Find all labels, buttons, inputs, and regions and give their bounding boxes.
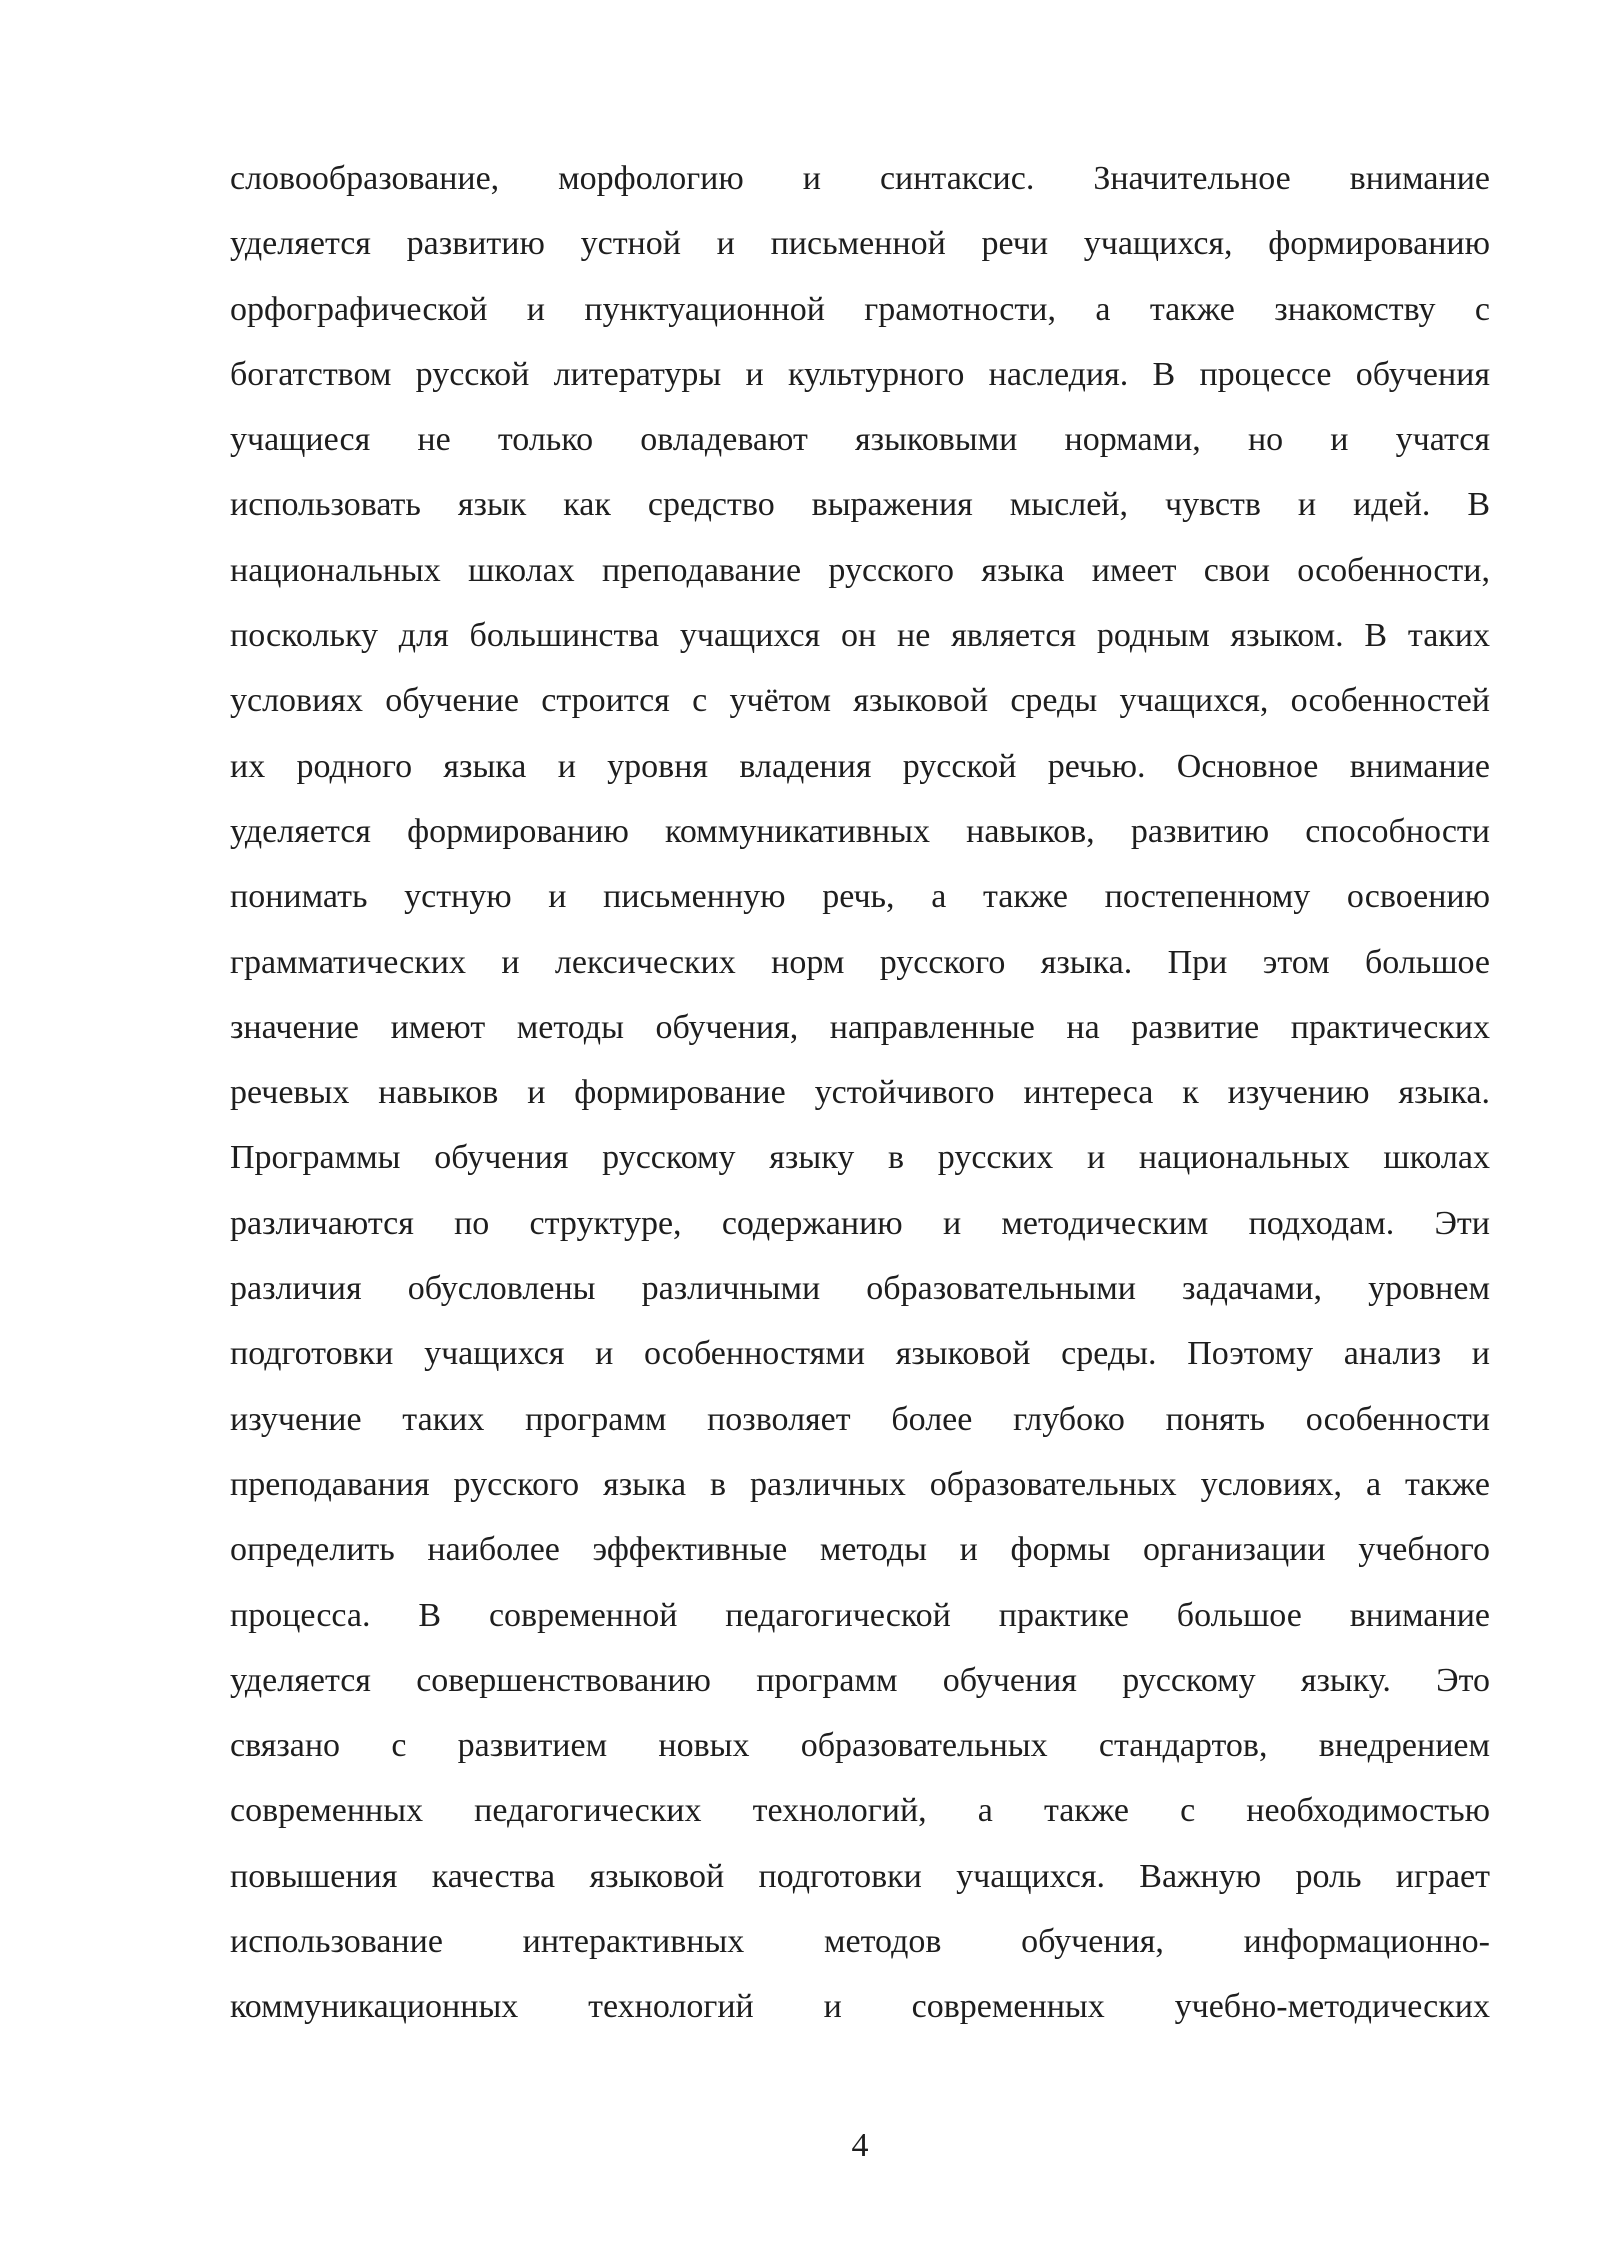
text-line: поскольку для большинства учащихся он не является родным языком. В таких: [230, 617, 1490, 655]
text-line: преподавания русского языка в различных образовательных условиях, а также: [230, 1465, 1490, 1503]
text-line: словообразование, морфологию и синтаксис. Значительное внимание: [230, 160, 1490, 197]
text-line: уделяется совершенствованию программ обучения русскому языку. Это: [230, 1661, 1490, 1699]
text-line: значение имеют методы обучения, направленные на развитие практических: [230, 1008, 1490, 1046]
text-line: процесса. В современной педагогической практике большое внимание: [230, 1596, 1490, 1634]
text-line: современных педагогических технологий, а также с необходимостью: [230, 1792, 1490, 1830]
text-line: уделяется развитию устной и письменной речи учащихся, формированию: [230, 225, 1490, 263]
text-line: орфографической и пунктуационной грамотности, а также знакомству с: [230, 290, 1490, 328]
text-line: определить наиболее эффективные методы и формы организации учебного: [230, 1531, 1490, 1569]
text-line: национальных школах преподавание русского языка имеет свои особенности,: [230, 551, 1490, 589]
text-line: использовать язык как средство выражения мыслей, чувств и идей. В: [230, 486, 1490, 524]
text-line: условиях обучение строится с учётом языковой среды учащихся, особенностей: [230, 682, 1490, 720]
text-line: понимать устную и письменную речь, а также постепенному освоению: [230, 878, 1490, 916]
text-line: Программы обучения русскому языку в русских и национальных школах: [230, 1139, 1490, 1177]
text-line: богатством русской литературы и культурного наследия. В процессе обучения: [230, 355, 1490, 393]
text-line: связано с развитием новых образовательных стандартов, внедрением: [230, 1727, 1490, 1765]
text-line: различия обусловлены различными образовательными задачами, уровнем: [230, 1270, 1490, 1308]
text-line: их родного языка и уровня владения русской речью. Основное внимание: [230, 747, 1490, 785]
text-line: коммуникационных технологий и современных учебно-методических: [230, 1988, 1490, 2026]
text-line: уделяется формированию коммуникативных навыков, развитию способности: [230, 812, 1490, 850]
text-line: повышения качества языковой подготовки учащихся. Важную роль играет: [230, 1857, 1490, 1895]
body-text: [230, 146, 1490, 2040]
text-line: различаются по структуре, содержанию и методическим подходам. Эти: [230, 1204, 1490, 1242]
text-line: речевых навыков и формирование устойчивого интереса к изучению языка.: [230, 1074, 1490, 1112]
text-line: грамматических и лексических норм русского языка. При этом большое: [230, 943, 1490, 981]
text-line: изучение таких программ позволяет более глубоко понять особенности: [230, 1400, 1490, 1438]
text-line: учащиеся не только овладевают языковыми нормами, но и учатся: [230, 421, 1490, 459]
text-line: использование интерактивных методов обучения, информационно-: [230, 1923, 1490, 1961]
page-number: 4: [851, 2127, 869, 2164]
text-line: подготовки учащихся и особенностями языковой среды. Поэтому анализ и: [230, 1335, 1490, 1373]
